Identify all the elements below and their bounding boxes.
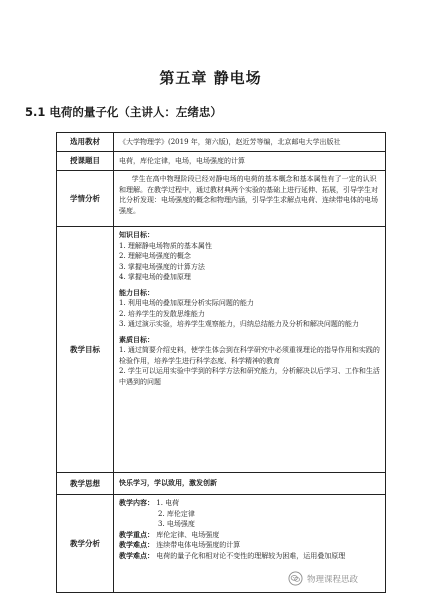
objectives-content xyxy=(114,227,386,473)
difficult-point-value: 电荷的量子化和相对论不变性的理解较为困难，运用叠加原理 xyxy=(156,551,346,560)
ability-item: 3. 通过演示实验，培养学生观察能力，归纳总结能力及分析和解决问题的能力 xyxy=(119,320,359,328)
chapter-title: 第五章 静电场 xyxy=(159,69,262,87)
quality-objectives xyxy=(119,335,380,388)
ability-item: 2. 培养学生的发散思维能力 xyxy=(119,309,205,318)
content-item: 1. 电荷 xyxy=(156,499,180,507)
key-point-label: 教学重点： xyxy=(119,529,154,539)
textbook-label: 选用教材 xyxy=(57,133,114,152)
knowledge-item: 1. 理解静电场物质的基本属性 xyxy=(119,241,212,250)
knowledge-item: 3. 掌握电场强度的计算方法 xyxy=(119,262,205,271)
difficult-point-line xyxy=(119,551,380,562)
ability-objectives xyxy=(119,288,380,330)
lesson-plan-table xyxy=(56,132,386,593)
topic-label: 授课题目 xyxy=(57,152,114,171)
content-line xyxy=(119,498,380,509)
difficult-point-label: 教学难点： xyxy=(119,550,154,560)
quality-heading: 素质目标： xyxy=(119,334,154,344)
topic-value: 电荷，库伦定律，电场，电场强度的计算 xyxy=(114,152,386,171)
content-label: 教学内容： xyxy=(119,498,154,507)
wechat-official-account-icon xyxy=(288,571,303,586)
hard-point-label: 教学难点： xyxy=(119,540,154,549)
content-item: 2. 库伦定律 xyxy=(158,509,195,518)
row-objectives xyxy=(57,227,386,473)
textbook-value: 《大学物理学》(2019 年，第六版)，赵近芳等编，北京邮电大学出版社 xyxy=(114,133,386,152)
hard-point-line xyxy=(119,540,380,551)
objectives-label: 教学目标 xyxy=(57,227,114,473)
analysis-label: 教学分析 xyxy=(57,495,114,593)
knowledge-item: 4. 掌握电场的叠加原理 xyxy=(119,273,191,281)
quality-item: 1. 通过简要介绍史料，使学生体会到在科学研究中必须重视理论的指导作用和实践的检验作用，培养学生进行科学态度、科学精神的教育 xyxy=(119,346,380,365)
learner-value: 学生在高中物理阶段已经对静电场的电荷的基本概念和基本属性有了一定的认识和理解。在教学过程中，通过教材典两个实验的基础上进行延伸、拓展，引导学生对比分析发现：电场强度的概念和物理内涵，引导学生求解点电荷、连续带电体的电场强度。 xyxy=(114,171,386,227)
learner-label: 学情分析 xyxy=(57,171,114,227)
quality-item: 2. 学生可以运用实验中学到的科学方法和研究能力，分析解决以后学习、工作和生活中遇到的问题 xyxy=(119,367,380,386)
key-point-value: 库伦定律、电场强度 xyxy=(156,530,220,539)
ability-item: 1. 利用电场的叠加原理分析实际问题的能力 xyxy=(119,299,254,307)
section-title: 5.1 电荷的量子化（主讲人：左绪忠） xyxy=(25,105,222,119)
watermark xyxy=(288,571,358,586)
knowledge-objectives xyxy=(119,230,380,283)
philosophy-value: 快乐学习，学以致用，激发创新 xyxy=(114,473,386,495)
knowledge-heading: 知识目标： xyxy=(119,230,154,239)
philosophy-label: 教学思想 xyxy=(57,473,114,495)
watermark-text: 物理课程思政 xyxy=(307,574,359,585)
row-textbook xyxy=(57,133,386,152)
row-learner-analysis xyxy=(57,171,386,227)
row-topic xyxy=(57,152,386,171)
ability-heading: 能力目标： xyxy=(119,287,154,297)
hard-point-value: 连续带电体电场强度的计算 xyxy=(156,541,241,549)
row-philosophy xyxy=(57,473,386,495)
key-point-line xyxy=(119,530,380,541)
content-item: 3. 电场强度 xyxy=(158,520,195,528)
knowledge-item: 2. 理解电场强度的概念 xyxy=(119,252,191,260)
